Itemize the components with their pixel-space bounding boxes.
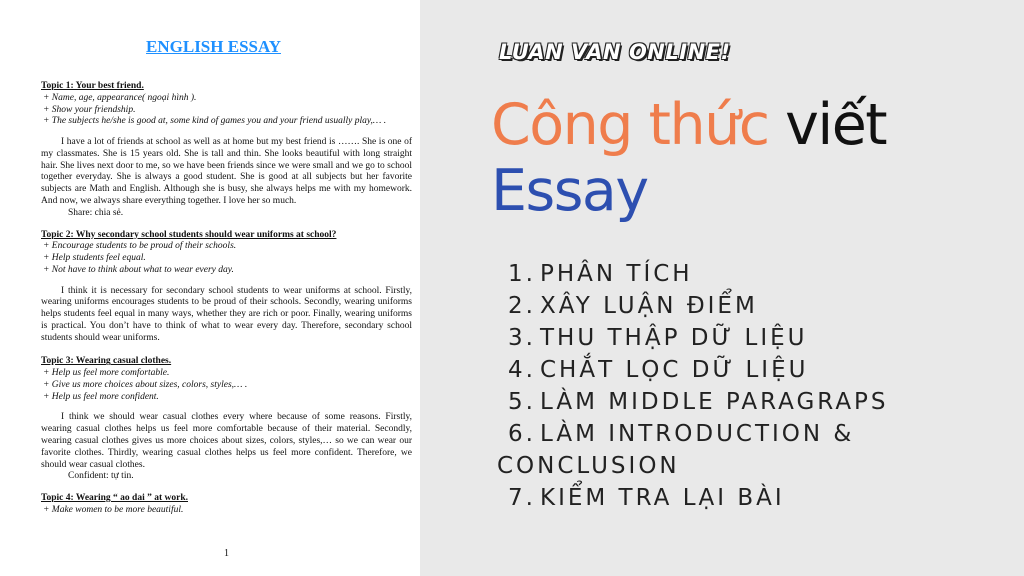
topic-bullet: + Help students feel equal.	[43, 253, 146, 264]
step-number: 1.	[508, 261, 536, 287]
headline	[491, 92, 1011, 224]
step-item	[508, 322, 1018, 354]
headline-part-black: viết	[785, 92, 887, 158]
vocabulary-gloss: Confident: tự tin.	[68, 471, 134, 482]
topic-3	[41, 356, 412, 483]
step-item	[508, 418, 1018, 450]
step-item	[508, 258, 1018, 290]
step-number: 5.	[508, 389, 536, 415]
steps-list	[497, 258, 1018, 514]
headline-part-orange: Công thức	[491, 92, 769, 158]
topic-bullet: + Give us more choices about sizes, colors, styles,… .	[43, 379, 248, 390]
topic-bullet: + Not have to think about what to wear every day.	[43, 264, 234, 275]
brand-logo-text: LUAN VAN ONLINE!	[499, 40, 731, 64]
step-label: THU THẬP DỮ LIỆU	[540, 325, 808, 351]
step-item	[508, 354, 1018, 386]
step-label: KIỂM TRA LẠI BÀI	[540, 485, 785, 511]
topic-bullet: + Help us feel more comfortable.	[43, 368, 170, 379]
topic-heading: Topic 1: Your best friend.	[41, 81, 144, 92]
topic-4	[41, 493, 412, 517]
vocabulary-gloss: Share: chia sẻ.	[68, 207, 124, 218]
step-label: LÀM MIDDLE PARAGRAPS	[540, 389, 889, 415]
step-number: 2.	[508, 293, 536, 319]
topic-heading: Topic 3: Wearing casual clothes.	[41, 356, 172, 367]
topic-bullet: + Name, age, appearance( ngoại hình ).	[43, 92, 197, 103]
topic-heading: Topic 4: Wearing “ ao dai ” at work.	[41, 493, 188, 504]
page-number: 1	[224, 548, 229, 559]
headline-part-blue: Essay	[491, 158, 648, 224]
topic-paragraph: I have a lot of friends at school as well as at home but my best friend is ……. She is one of my classmates. She is 15 years old. She is tall and thin. She looks beautiful with long straight hair. She lives next door to me, so we have been friends since we were small and we go to school together everyday. She is always a good student. She is good at all subjects but her favorite subjects are Math and English. Although she is busy, she always helps me with my homework. And now, we always share everything together. I love her so much.	[41, 137, 412, 206]
title-panel	[420, 0, 1024, 576]
step-item-continuation	[497, 450, 1018, 482]
step-item	[508, 290, 1018, 322]
step-number: 7.	[508, 485, 536, 511]
topic-2	[41, 230, 412, 345]
topic-bullet: + Make women to be more beautiful.	[43, 504, 184, 515]
topic-bullet: + Help us feel more confident.	[43, 391, 159, 402]
step-item	[508, 386, 1018, 418]
topic-bullet: + Show your friendship.	[43, 104, 136, 115]
topic-bullet: + Encourage students to be proud of their schools.	[43, 241, 237, 252]
step-item	[508, 482, 1018, 514]
topic-bullet: + The subjects he/she is good at, some kind of games you and your friend usually play,… .	[43, 116, 387, 127]
step-number: 4.	[508, 357, 536, 383]
document-title: ENGLISH ESSAY	[146, 37, 281, 56]
step-label: PHÂN TÍCH	[540, 261, 693, 287]
step-label: CHẮT LỌC DỮ LIỆU	[540, 357, 809, 383]
topic-heading: Topic 2: Why secondary school students should wear uniforms at school?	[41, 229, 337, 240]
topic-paragraph: I think it is necessary for secondary school students to wear uniforms at school. Firstly, wearing uniforms encourages students to be proud of their schools. Secondly, wearing uniforms helps students feel equal in many ways, whether they are rich or poor. Finally, wearing uniforms is practical. You don’t have to think of what to wear every day. Therefore, secondary school students should wear uniforms.	[41, 285, 412, 343]
step-label: LÀM INTRODUCTION &	[540, 421, 855, 447]
topic-1	[41, 81, 412, 219]
topic-paragraph: I think we should wear casual clothes every where because of some reasons. Firstly, wearing casual clothes helps us feel more comfortable because of their material. Secondly, wearing casual clothes gives us more choices about sizes, colors, styles,… so we can wear our favorite clothes. Thirdly, wearing casual clothes helps us feel more confident. Therefore, we should wear casual clothes.	[41, 412, 412, 470]
step-label: XÂY LUẬN ĐIỂM	[540, 293, 758, 319]
step-label-continuation: CONCLUSION	[497, 453, 680, 479]
step-number: 3.	[508, 325, 536, 351]
step-number: 6.	[508, 421, 536, 447]
essay-document	[0, 0, 420, 576]
